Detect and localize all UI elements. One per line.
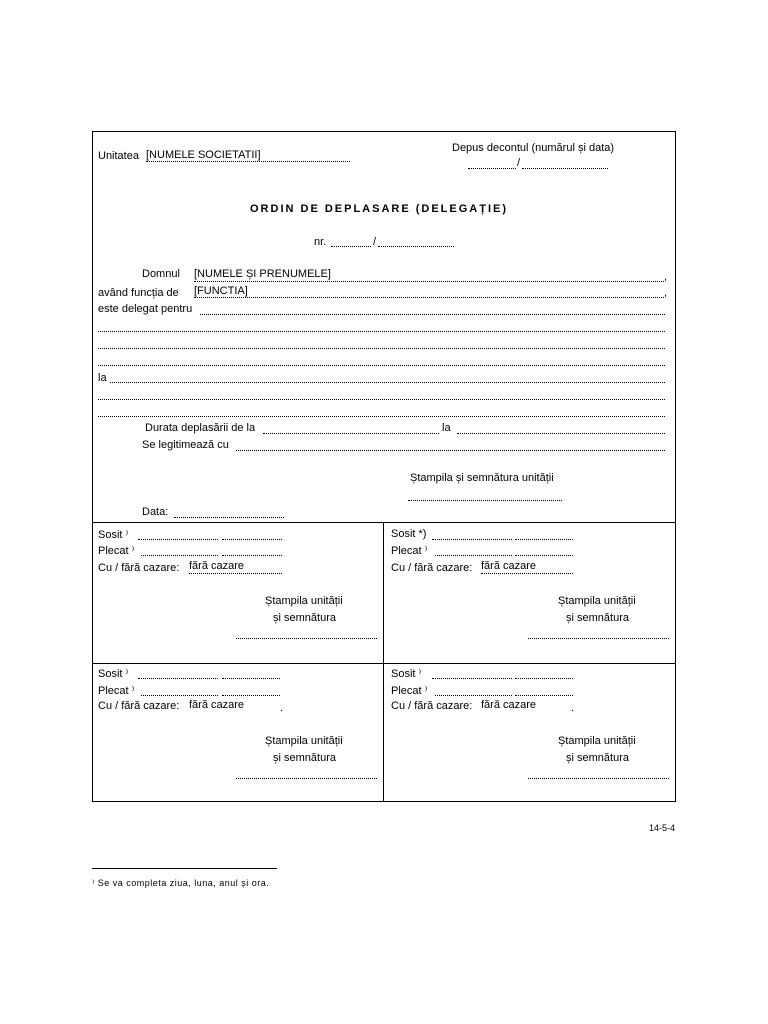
cell2-cazare-line	[481, 573, 573, 574]
functia-label: având funcția de	[98, 287, 179, 299]
stampila-semnatura-label: Ștampila și semnătura unității	[410, 472, 554, 484]
cell3-semnatura-label: și semnătura	[273, 752, 336, 764]
grid-line-middle	[92, 663, 676, 664]
cell2-plecat-label: Plecat ⁾	[391, 545, 428, 557]
cell4-cazare-end-mark: .	[571, 702, 575, 714]
la-line-3[interactable]	[98, 416, 665, 417]
document-title: ORDIN DE DEPLASARE (DELEGAȚIE)	[250, 203, 509, 215]
cell4-sosit-date-line[interactable]	[432, 678, 512, 679]
functia-field-line	[194, 297, 664, 298]
la-field-line[interactable]	[110, 382, 665, 383]
cell2-cazare-label: Cu / fără cazare:	[391, 562, 473, 574]
la-label: la	[98, 372, 107, 384]
durata-to-label: la	[442, 422, 451, 434]
domnul-comma: ,	[664, 271, 668, 283]
functia-comma: ,	[664, 287, 668, 299]
footnote-text: ⁾ Se va completa ziua, luna, anul și ora.	[92, 878, 270, 888]
cell1-stampila-label: Ștampila unității	[265, 595, 343, 607]
legitimeaza-label: Se legitimează cu	[142, 439, 229, 451]
data-field-line[interactable]	[174, 517, 284, 518]
nr-number-line[interactable]	[331, 246, 371, 247]
durata-label: Durata deplasării de la	[145, 422, 256, 434]
cell2-sosit-date-line[interactable]	[432, 539, 512, 540]
functia-value[interactable]: [FUNCTIA]	[194, 285, 248, 297]
cell4-plecat-date-line[interactable]	[435, 695, 512, 696]
cell1-semnatura-label: și semnătura	[273, 612, 336, 624]
cell4-signature-line[interactable]	[528, 778, 669, 779]
cell3-signature-line[interactable]	[236, 778, 377, 779]
cell3-cazare-end-mark: .	[280, 702, 284, 714]
cell1-plecat-date-line[interactable]	[141, 555, 218, 556]
cell1-sosit-time-line[interactable]	[222, 539, 282, 540]
cell3-plecat-time-line[interactable]	[222, 695, 280, 696]
form-border	[92, 131, 676, 802]
nr-separator: /	[373, 236, 377, 248]
delegat-line-3[interactable]	[98, 348, 665, 349]
cell2-plecat-time-line[interactable]	[515, 555, 573, 556]
depus-decontul-label: Depus decontul (numărul și data)	[452, 142, 615, 154]
domnul-field-line	[194, 281, 664, 282]
cell4-cazare-label: Cu / fără cazare:	[391, 700, 473, 712]
cell4-plecat-label: Plecat ⁾	[391, 685, 428, 697]
data-label: Data:	[142, 506, 169, 518]
cell2-sosit-label: Sosit *)	[391, 528, 427, 540]
cell4-plecat-time-line[interactable]	[515, 695, 573, 696]
cell1-plecat-label: Plecat ⁾	[98, 545, 135, 557]
unitatea-label: Unitatea	[98, 150, 139, 162]
cell3-cazare-value[interactable]: fără cazare	[189, 699, 245, 711]
footnote-rule	[92, 868, 277, 869]
nr-label: nr.	[314, 236, 327, 248]
cell3-plecat-label: Plecat ⁾	[98, 685, 135, 697]
cell3-stampila-label: Ștampila unității	[265, 735, 343, 747]
depus-number-line[interactable]	[468, 168, 516, 169]
grid-line-vertical	[383, 522, 384, 802]
cell4-stampila-label: Ștampila unității	[558, 735, 636, 747]
cell4-semnatura-label: și semnătura	[566, 752, 629, 764]
stampila-signature-line[interactable]	[408, 500, 562, 501]
cell1-sosit-label: Sosit ⁾	[98, 529, 129, 541]
page-code: 14-5-4	[649, 823, 676, 833]
cell2-sosit-time-line[interactable]	[515, 539, 573, 540]
legitimeaza-field-line[interactable]	[236, 450, 665, 451]
cell4-cazare-value[interactable]: fără cazare	[481, 699, 537, 711]
la-line-2[interactable]	[98, 399, 665, 400]
cell2-semnatura-label: și semnătura	[566, 612, 629, 624]
cell1-plecat-time-line[interactable]	[222, 555, 282, 556]
cell2-stampila-label: Ștampila unității	[558, 595, 636, 607]
cell2-plecat-date-line[interactable]	[435, 555, 512, 556]
delegat-line-4[interactable]	[98, 365, 665, 366]
cell3-sosit-date-line[interactable]	[138, 678, 218, 679]
cell2-signature-line[interactable]	[528, 638, 669, 639]
delegat-line-2[interactable]	[98, 331, 665, 332]
cell4-sosit-label: Sosit ⁾	[391, 668, 422, 680]
depus-date-line[interactable]	[522, 168, 608, 169]
unitatea-value[interactable]: [NUMELE SOCIETATII]	[146, 149, 261, 161]
cell1-cazare-value[interactable]: fără cazare	[189, 560, 245, 572]
delegat-label: este delegat pentru	[98, 303, 193, 315]
grid-line-top	[92, 522, 676, 523]
cell1-sosit-date-line[interactable]	[138, 539, 218, 540]
delegat-field-line[interactable]	[200, 314, 665, 315]
durata-from-line[interactable]	[263, 433, 439, 434]
domnul-value[interactable]: [NUMELE ȘI PRENUMELE]	[194, 268, 331, 280]
depus-separator: /	[517, 157, 521, 169]
cell3-sosit-time-line[interactable]	[222, 678, 280, 679]
cell2-cazare-value[interactable]: fără cazare	[481, 560, 537, 572]
domnul-label: Domnul	[142, 268, 180, 280]
cell1-cazare-label: Cu / fără cazare:	[98, 562, 180, 574]
cell3-plecat-date-line[interactable]	[141, 695, 218, 696]
cell1-signature-line[interactable]	[236, 638, 377, 639]
cell3-sosit-label: Sosit ⁾	[98, 668, 129, 680]
cell3-cazare-label: Cu / fără cazare:	[98, 700, 180, 712]
durata-to-line[interactable]	[457, 433, 665, 434]
unitatea-field-line	[146, 161, 350, 162]
nr-date-line[interactable]	[378, 246, 454, 247]
cell1-cazare-line	[189, 573, 282, 574]
cell4-sosit-time-line[interactable]	[515, 678, 573, 679]
